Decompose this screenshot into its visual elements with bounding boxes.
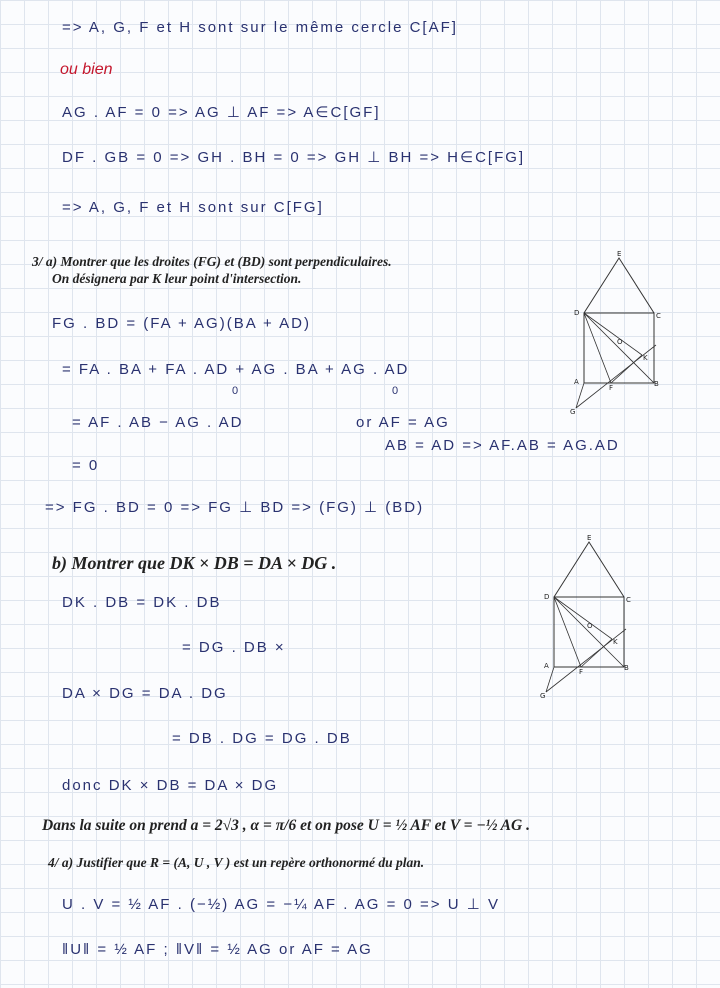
line-gh-perp-bh: DF . GB = 0 => GH . BH = 0 => GH ⊥ BH => H∈C[FG] bbox=[62, 149, 526, 166]
svg-text:G: G bbox=[570, 408, 576, 416]
svg-text:B: B bbox=[654, 380, 659, 388]
svg-text:O: O bbox=[587, 622, 593, 630]
svg-text:C: C bbox=[656, 312, 661, 320]
svg-text:A: A bbox=[574, 378, 579, 386]
svg-text:O: O bbox=[617, 338, 623, 346]
q6-line4: = DB . DG = DG . DB bbox=[172, 730, 352, 747]
svg-text:K: K bbox=[613, 638, 618, 646]
q3-line6: => FG . BD = 0 => FG ⊥ BD => (FG) ⊥ (BD) bbox=[45, 499, 425, 516]
line-ag-perp-af: AG . AF = 0 => AG ⊥ AF => A∈C[GF] bbox=[62, 104, 381, 121]
q3-line1: FG . BD = (FA + AG)(BA + AD) bbox=[52, 315, 311, 332]
alternative-label: ou bien bbox=[60, 61, 113, 78]
svg-text:K: K bbox=[643, 354, 648, 362]
svg-text:E: E bbox=[587, 534, 592, 542]
svg-text:C: C bbox=[626, 596, 631, 604]
svg-text:A: A bbox=[544, 662, 549, 670]
geometry-figure-2 bbox=[526, 532, 656, 712]
svg-text:B: B bbox=[624, 664, 629, 672]
q6-line3: DA × DG = DA . DG bbox=[62, 685, 228, 702]
q3-line3: = AF . AB − AG . AD bbox=[72, 414, 244, 431]
line-points-on-circle: => A, G, F et H sont sur C[FG] bbox=[62, 199, 324, 216]
geometry-figure-1 bbox=[556, 248, 686, 428]
q6-title: b) Montrer que DK × DB = DA × DG . bbox=[52, 553, 337, 573]
q3-line4: AB = AD => AF.AB = AG.AD bbox=[385, 437, 620, 454]
svg-text:F: F bbox=[579, 668, 584, 676]
q3-line3b: or AF = AG bbox=[356, 414, 450, 431]
q3-line2: = FA . BA + FA . AD + AG . BA + AG . AD bbox=[62, 361, 410, 378]
line-cocyclic-conclusion: => A, G, F et H sont sur le même cercle C[AF] bbox=[62, 19, 458, 36]
figure1-label-E: E bbox=[617, 250, 622, 258]
q3-line5: = 0 bbox=[72, 457, 100, 474]
svg-text:G: G bbox=[540, 692, 546, 700]
suite-statement: Dans la suite on prend a = 2√3 , α = π/6 et on pose U = ½ AF et V = −½ AG . bbox=[42, 817, 530, 834]
q6-line5: donc DK × DB = DA × DG bbox=[62, 777, 279, 794]
q3-zero-a: 0 bbox=[232, 385, 241, 397]
q3-subtitle: On désignera par K leur point d'intersection. bbox=[52, 271, 302, 286]
svg-text:D: D bbox=[574, 309, 580, 317]
q3-title: 3/ a) Montrer que les droites (FG) et (BD) sont perpendiculaires. bbox=[32, 254, 392, 269]
q6-line2: = DG . DB × bbox=[182, 639, 286, 656]
svg-text:F: F bbox=[609, 384, 614, 392]
q4-line2: ‖U‖ = ½ AF ; ‖V‖ = ½ AG or AF = AG bbox=[62, 941, 373, 958]
q4-line1: U . V = ½ AF . (−½) AG = −¼ AF . AG = 0 => U ⊥ V bbox=[62, 896, 500, 913]
q4-title: 4/ a) Justifier que R = (A, U , V ) est un repère orthonormé du plan. bbox=[48, 855, 425, 870]
svg-text:D: D bbox=[544, 593, 550, 601]
q3-zero-b: 0 bbox=[392, 385, 401, 397]
q6-line1: DK . DB = DK . DB bbox=[62, 594, 222, 611]
